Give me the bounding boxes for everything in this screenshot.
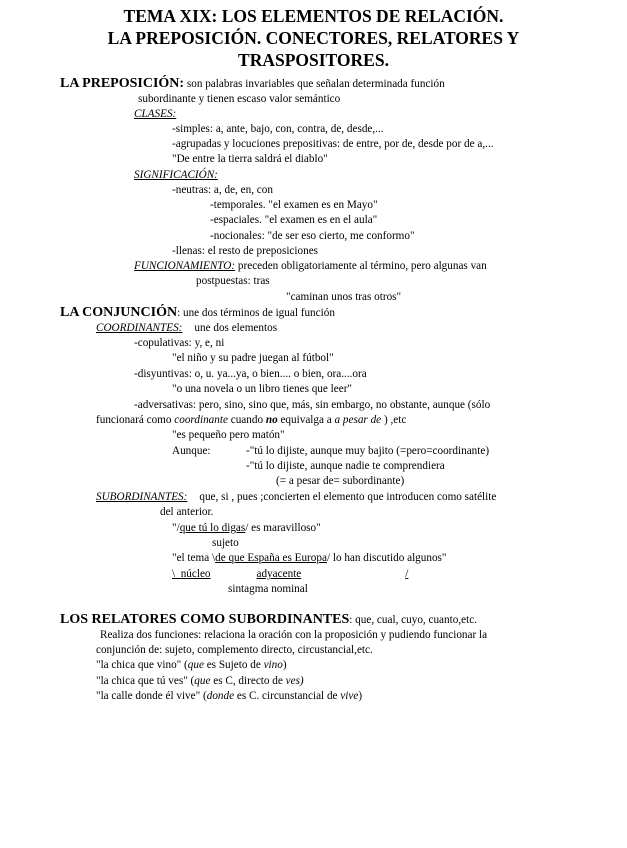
rel-e2-b: es C, directo de [210,675,286,687]
relatores-heading-line [60,612,477,628]
rel-e1-a: "la chica que vino" ( [96,659,188,671]
title-line-1: TEMA XIX: LOS ELEMENTOS DE RELACIÓN. [123,6,504,26]
rel-e1-que: que [187,659,204,671]
adv-cont-text-b: cuando [227,414,266,426]
coord-disyuntivas-ejemplo: "o una novela o un libro tienes que leer" [172,383,352,395]
relatores-ejemplo-1 [96,658,287,673]
title-line-2: LA PREPOSICIÓN. CONECTORES, RELATORES Y [107,28,520,48]
rel-e1-vino: vino [263,659,283,671]
relatores-heading: LOS RELATORES COMO SUBORDINANTES [60,612,350,627]
funcionamiento-label: FUNCIONAMIENTO: [134,260,236,272]
sub-ej1-a: "/ [172,522,180,534]
significacion-neutras: -neutras: a, de, en, con [172,184,273,196]
coordinantes-text: une dos elementos [194,322,278,334]
coord-copulativas-ejemplo: "el niño y su padre juegan al fútbol" [172,352,334,364]
aunque-label: Aunque: [172,445,211,457]
sub-ejemplo-2-sintagma: sintagma nominal [228,583,308,595]
significacion-label: SIGNIFICACIÓN: [134,169,218,181]
rel-e3-a: "la calle donde él vive" ( [96,690,207,702]
coord-disyuntivas: -disyuntivas: o, u. ya...ya, o bien.... o bien, ora....ora [134,368,367,380]
rel-e3-b: es C. circunstancial de [234,690,341,702]
subordinantes-label: SUBORDINANTES: [96,491,188,503]
sub-ej2-b: / lo han discutido algunos" [326,552,447,564]
subordinantes-text: que, si , pues ;concierten el elemento que introducen como satélite [199,491,497,503]
clases-agrupadas: -agrupadas y locuciones prepositivas: de entre, por de, desde por de a,... [172,138,494,150]
rel-e2-que: que [194,675,211,687]
rel-e3-vive: vive [340,690,359,702]
sub-ej2-underlined: de que España es Europa [215,552,327,564]
coord-adversativas: -adversativas: pero, sino, sino que, más, sin embargo, no obstante, aunque (sólo [134,399,491,411]
funcionamiento-ejemplo: "caminan unos tras otros" [286,291,402,303]
analisis-adyacente: adyacente [256,568,302,580]
rel-e3-donde: donde [206,690,235,702]
rel-e2-ves: ves) [285,675,304,687]
funcionamiento-line [134,259,487,274]
sub-ejemplo-1 [172,521,321,536]
conjuncion-heading: LA CONJUNCIÓN [60,305,178,320]
sub-ej1-b: / es maravilloso" [245,522,321,534]
aunque-ejemplo-3: (= a pesar de= subordinante) [276,475,405,487]
relatores-heading-tail: : que, cual, cuyo, cuanto,etc. [349,614,477,626]
adv-cont-a-pesar-de: a pesar de [334,414,382,426]
aunque-ejemplo-2: -"tú lo dijiste, aunque nadie te comprendiera [246,460,445,472]
adv-cont-coordinante: coordinante [174,414,228,426]
relatores-ejemplo-3 [96,689,362,704]
clases-ejemplo: "De entre la tierra saldrá el diablo" [172,153,328,165]
funcionamiento-text: preceden obligatoriamente al término, pero algunas van [235,260,487,272]
analisis-slash: / [405,568,409,580]
preposicion-heading: LA PREPOSICIÓN: [60,76,185,91]
adv-cont-text-d: ) ,etc [381,414,407,426]
conjuncion-heading-line [60,305,335,321]
clases-simples: -simples: a, ante, bajo, con, contra, de, desde,... [172,123,384,135]
rel-e1-b: es Sujeto de [203,659,264,671]
coord-adversativas-cont [96,413,406,428]
relatores-ejemplo-2 [96,674,304,689]
subordinantes-line [96,490,496,505]
rel-e3-c: ) [358,690,363,702]
aunque-ejemplo-1: -"tú lo dijiste, aunque muy bajito (=pero=coordinante) [246,445,490,457]
significacion-llenas: -llenas: el resto de preposiciones [172,245,319,257]
adv-cont-text-c: equivalga a [277,414,335,426]
sub-ejemplo-1-sujeto: sujeto [212,537,239,549]
clases-label: CLASES: [134,108,177,120]
significacion-nocionales: -nocionales: "de ser eso cierto, me conformo" [210,230,415,242]
adv-cont-no: no [265,414,278,426]
coordinantes-line [96,321,277,336]
adv-cont-text-a: funcionará como [96,414,175,426]
rel-e2-a: "la chica que tú ves" ( [96,675,195,687]
preposicion-def-2: subordinante y tienen escaso valor semántico [138,93,341,105]
preposicion-heading-line [60,76,445,92]
coordinantes-label: COORDINANTES: [96,322,183,334]
significacion-espaciales: -espaciales. "el examen es en el aula" [210,214,378,226]
preposicion-def-1: son palabras invariables que señalan determinada función [184,78,445,90]
sub-ejemplo-2 [172,551,446,566]
funcionamiento-postpuestas: postpuestas: tras [196,275,270,287]
relatores-p2: conjunción de: sujeto, complemento directo, circustancial,etc. [96,644,373,656]
title-line-3: TRASPOSITORES. [238,50,389,70]
rel-e1-c: ) [282,659,287,671]
coord-adversativas-ejemplo: "es pequeño pero matón" [172,429,285,441]
sub-ej1-underlined: que tú lo digas [179,522,246,534]
conjuncion-def: : une dos términos de igual función [177,307,335,319]
significacion-temporales: -temporales. "el examen es en Mayo" [210,199,378,211]
sub-ejemplo-2-analisis [172,567,416,582]
coord-copulativas: -copulativas: y, e, ni [134,337,225,349]
subordinantes-text-2: del anterior. [160,506,214,518]
sub-ej2-a: "el tema \ [172,552,216,564]
relatores-p1: Realiza dos funciones: relaciona la oración con la proposición y pudiendo funcionar la [100,629,488,641]
analisis-nucleo: \_núcleo [172,568,211,580]
